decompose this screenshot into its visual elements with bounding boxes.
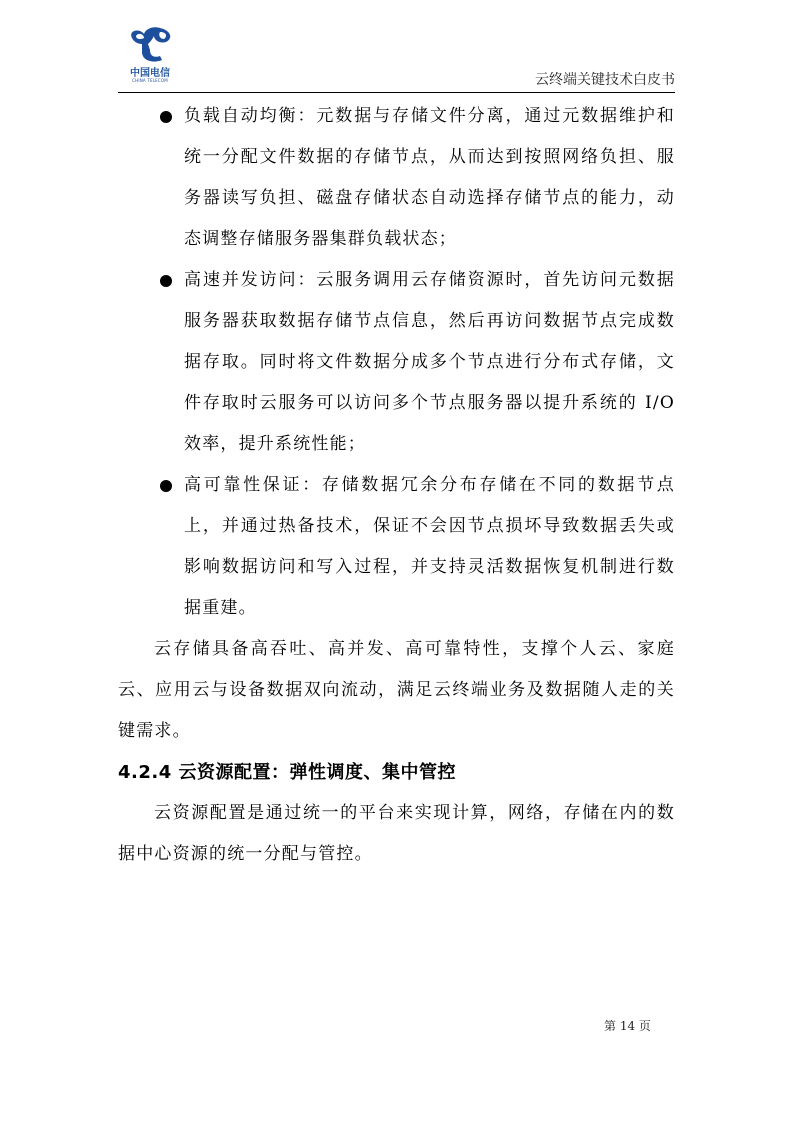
china-telecom-logo — [120, 24, 180, 86]
bullet-item-concurrent-access — [118, 260, 675, 465]
logo-name-cn: 中国电信 — [130, 68, 170, 79]
logo-name-en: CHINA TELECOM — [132, 78, 168, 83]
bullet-dot-icon — [160, 480, 172, 492]
bullet-dot-icon — [160, 275, 172, 287]
document-title: 云终端关键技术白皮书 — [535, 72, 675, 88]
summary-paragraph-text: 云存储具备高吞吐、高并发、高可靠特性，支撑个人云、家庭云、应用云与设备数据双向流动，满足云终端业务及数据随人走的关键需求。 — [118, 639, 675, 741]
bullet-text: 高速并发访问：云服务调用云存储资源时，首先访问元数据服务器获取数据存储节点信息，然后再访问数据节点完成数据存取。同时将文件数据分成多个节点进行分布式存储，文件存取时云服务可以访问多个节点服务器以提升系统的 I/O 效率，提升系统性能； — [184, 270, 675, 454]
header-divider — [118, 92, 675, 93]
section-paragraph-text: 云资源配置是通过统一的平台来实现计算，网络，存储在内的数据中心资源的统一分配与管控。 — [118, 803, 675, 864]
section-paragraph — [118, 793, 675, 875]
summary-paragraph — [118, 629, 675, 752]
bullet-item-reliability — [118, 465, 675, 629]
china-telecom-logo-icon — [120, 24, 180, 64]
page-content — [118, 96, 675, 875]
section-heading: 4.2.4 云资源配置：弹性调度、集中管控 — [118, 762, 457, 783]
bullet-text: 高可靠性保证：存储数据冗余分布存储在不同的数据节点上，并通过热备技术，保证不会因节点损坏导致数据丢失或影响数据访问和写入过程，并支持灵活数据恢复机制进行数据重建。 — [184, 475, 675, 618]
bullet-text: 负载自动均衡：元数据与存储文件分离，通过元数据维护和统一分配文件数据的存储节点，从而达到按照网络负担、服务器读写负担、磁盘存储状态自动选择存储节点的能力，动态调整存储服务器集群负载状态； — [184, 106, 675, 249]
bullet-dot-icon — [160, 111, 172, 123]
page-number: 第 14 页 — [604, 1019, 651, 1033]
bullet-item-load-balancing — [118, 96, 675, 260]
